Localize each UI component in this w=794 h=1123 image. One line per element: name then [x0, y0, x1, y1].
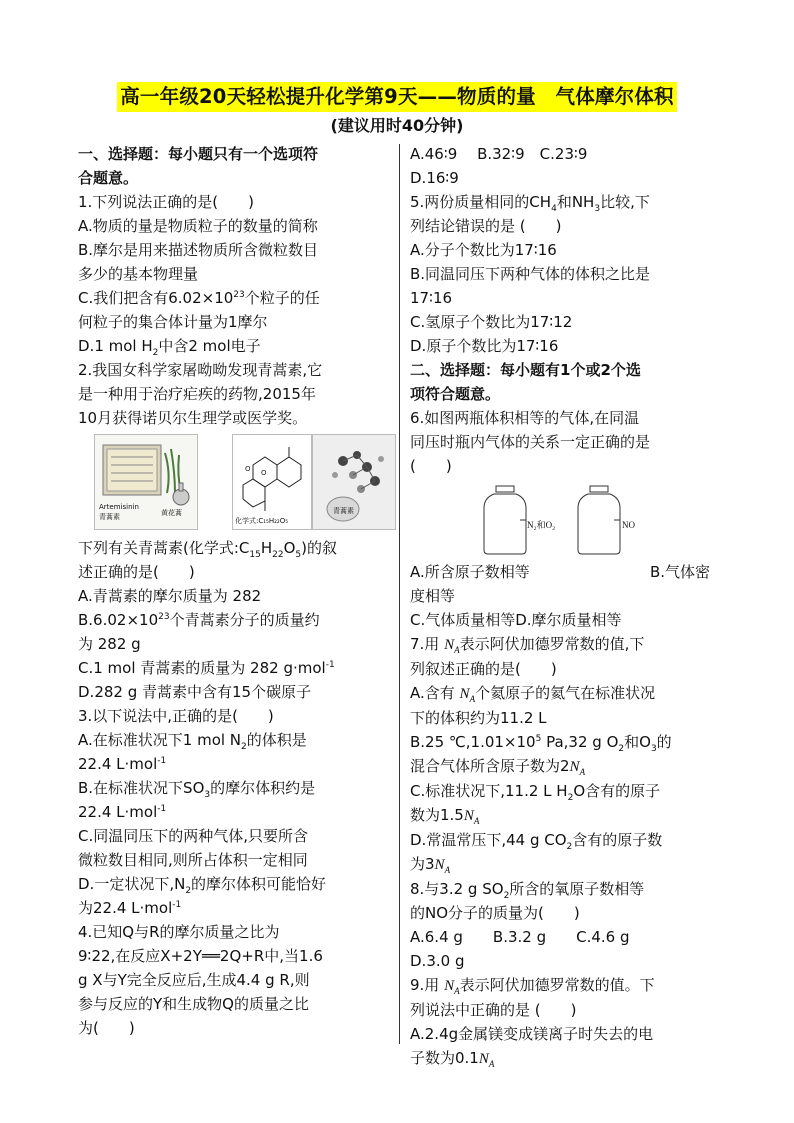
- question-2-cont2: 10月获得诺贝尔生理学或医学奖。: [78, 409, 308, 427]
- q7-option-b: B.25 $℃,1.01\times 10^5$ Pa,32 g $O_2$和$O_3$的: [410, 733, 672, 754]
- question-7: 7.用 $N_A$表示阿伏加德罗常数的值,下: [410, 635, 645, 655]
- svg-text:O: O: [245, 465, 251, 473]
- q1-option-c: C.我们把含有$6.02\times 10^{23}$个粒子的任: [78, 289, 320, 307]
- q3-option-b: B.在标准状况下$SO_3$的摩尔体积约是: [78, 779, 316, 800]
- question-6: 6.如图两瓶体积相等的气体,在同温: [410, 409, 640, 427]
- q3-option-b-cont: 22.4 L·mol$^{-1}$: [78, 803, 167, 821]
- page-title: 高一年级20天轻松提升化学第9天——物质的量 气体摩尔体积: [117, 82, 677, 112]
- question-9-cont: 列说法中正确的是 ( ): [410, 1001, 577, 1019]
- q6-option-a: A.所含原子数相等: [410, 563, 530, 581]
- question-2-stem-cont: 述正确的是( ): [78, 563, 195, 581]
- left-column: [78, 142, 390, 1040]
- q3-option-c: C.同温同压下的两种气体,只要所含: [78, 827, 309, 845]
- q2-option-c: C.1 mol 青蒿素的质量为 282 g·mol$^{-1}$: [78, 659, 335, 677]
- q5-option-b: B.同温同压下两种气体的体积之比是: [410, 265, 651, 283]
- gas-bottles-figure: [410, 478, 716, 560]
- q7-option-c: C.标准状况下,11.2 L $H_2O$含有的原子: [410, 782, 661, 803]
- column-divider: [399, 144, 400, 1044]
- page-subtitle: (建议用时40分钟): [330, 116, 464, 135]
- q6-options-cd: C.气体质量相等D.摩尔质量相等: [410, 611, 622, 629]
- right-column: [410, 142, 716, 1071]
- question-8: 8.与3.2 g $SO_2$所含的氧原子数相等: [410, 880, 645, 901]
- question-4-cont4: 为( ): [78, 1019, 135, 1037]
- q4-options-abc: A.46∶9 B.32∶9 C.23∶9: [410, 145, 588, 163]
- q6-options-ab: [410, 560, 710, 584]
- q3-option-a-cont: 22.4 L·mol$^{-1}$: [78, 755, 167, 773]
- q7-option-c-cont: 数为$1.5N_A$: [410, 806, 480, 826]
- ball-and-stick-model: [312, 434, 396, 530]
- q9-option-a: A.2.4g金属镁变成镁离子时失去的电: [410, 1025, 654, 1043]
- fig-label-huanghuahao: 黄花蒿: [161, 509, 182, 517]
- section-2-heading-cont: 项符合题意。: [410, 385, 501, 403]
- question-4: 4.已知Q与R的摩尔质量之比为: [78, 923, 280, 941]
- question-4-cont3: 参与反应的Y和生成物Q的质量之比: [78, 995, 309, 1013]
- q1-option-b: B.摩尔是用来描述物质所含微粒数目: [78, 241, 319, 259]
- question-2-cont: 是一种用于治疗疟疾的药物,2015年: [78, 385, 316, 403]
- q9-option-a-cont: 子数为$0.1N_A$: [410, 1049, 495, 1069]
- q3-option-d: D.一定状况下$,N_2$的摩尔体积可能恰好: [78, 875, 327, 896]
- bottle-label-no: NO: [622, 520, 635, 530]
- question-5-cont: 列结论错误的是 ( ): [410, 217, 562, 235]
- question-7-cont: 列叙述正确的是( ): [410, 660, 557, 678]
- question-6-cont2: ( ): [410, 457, 452, 475]
- section-1-heading: 一、选择题：每小题只有一个选项符: [78, 145, 319, 163]
- q2-option-a: A.青蒿素的摩尔质量为 282: [78, 587, 262, 605]
- section-1-heading-cont: 合题意。: [78, 169, 139, 187]
- q3-option-d-cont: 为22.4 L·mol$^{-1}$: [78, 899, 182, 917]
- question-2: 2.我国女科学家屠呦呦发现青蒿素,它: [78, 361, 323, 379]
- svg-text:O: O: [261, 469, 267, 477]
- question-4-cont2: g X与Y完全反应后,生成4.4 g R,则: [78, 971, 310, 989]
- q8-options-abc: A.6.4 g B.3.2 g C.4.6 g: [410, 928, 630, 946]
- q1-option-b-cont: 多少的基本物理量: [78, 265, 199, 283]
- section-2-heading: 二、选择题：每小题有1个或2个选: [410, 361, 641, 379]
- q7-option-a-cont: 下的体积约为11.2 L: [410, 709, 547, 727]
- q1-option-c-cont: 何粒子的集合体计量为1摩尔: [78, 313, 268, 331]
- q5-option-d: D.原子个数比为17∶16: [410, 337, 559, 355]
- q6-option-b-cont: 度相等: [410, 587, 456, 605]
- q3-option-c-cont: 微粒数目相同,则所占体积一定相同: [78, 851, 308, 869]
- structural-formula: [232, 434, 312, 530]
- q5-option-a: A.分子个数比为17∶16: [410, 241, 557, 259]
- question-6-cont: 同压时瓶内气体的关系一定正确的是: [410, 433, 651, 451]
- bottle-label-n2-o2: N₂和O₂: [527, 520, 556, 530]
- question-5: 5.两份质量相同的$CH_4$和$NH_3$比较,下: [410, 193, 650, 214]
- question-9: 9.用 $N_A$表示阿伏加德罗常数的值。下: [410, 976, 655, 996]
- q3-option-a: A.在标准状况下1 mol $N_2$的体积是: [78, 731, 307, 752]
- question-3: 3.以下说法中,正确的是( ): [78, 707, 274, 725]
- question-2-stem: 下列有关青蒿素(化学式$:C_{15}H_{22}O_5$)的叙: [78, 539, 337, 560]
- fig-label-formula: 化学式:C₁₅H₂₂O₅: [235, 517, 289, 525]
- q6-option-b: B.气体密: [649, 563, 710, 581]
- q1-option-d: D.1 mol $H_2$中含2 mol电子: [78, 337, 261, 358]
- molecule-structure-drawing: [233, 435, 311, 515]
- question-8-cont: 的NO分子的质量为( ): [410, 904, 580, 922]
- fig-label-qinghaosu: 青蒿素: [99, 513, 120, 521]
- q7-option-b-cont: 混合气体所含原子数为$2N_A$: [410, 757, 586, 777]
- q7-option-a: A.含有 $N_A$个氦原子的氦气在标准状况: [410, 684, 656, 704]
- fig-label-qinghaosu-tag: 青蒿素: [333, 507, 354, 515]
- ball-stick-drawing: [313, 435, 395, 529]
- q5-option-b-cont: 17∶16: [410, 289, 453, 307]
- q7-option-d-cont: 为$3N_A$: [410, 855, 451, 875]
- q2-option-b-cont: 为 282 g: [78, 635, 141, 653]
- bottle-drawing: [410, 478, 716, 560]
- q1-option-a: A.物质的量是物质粒子的数量的简称: [78, 217, 318, 235]
- q5-option-c: C.氢原子个数比为17∶12: [410, 313, 573, 331]
- q8-option-d: D.3.0 g: [410, 952, 465, 970]
- title-wrap: [0, 82, 794, 112]
- q4-option-d: D.16∶9: [410, 169, 459, 187]
- question-4-cont: 9∶22,在反应X+2Y══2Q+R中,当1.6: [78, 947, 323, 965]
- q2-option-b: $B.6.02\times 10^{23}$个青蒿素分子的质量约: [78, 611, 320, 629]
- fig-label-artemisinin: Artemisinin: [99, 503, 139, 511]
- q7-option-d: D.常温常压下,44 g $CO_2$含有的原子数: [410, 831, 663, 852]
- artemisinin-figure: [78, 434, 390, 530]
- artemisinin-photo: [94, 434, 198, 530]
- question-1: 1.下列说法正确的是( ): [78, 193, 255, 211]
- q2-option-d: D.282 g 青蒿素中含有15个碳原子: [78, 683, 312, 701]
